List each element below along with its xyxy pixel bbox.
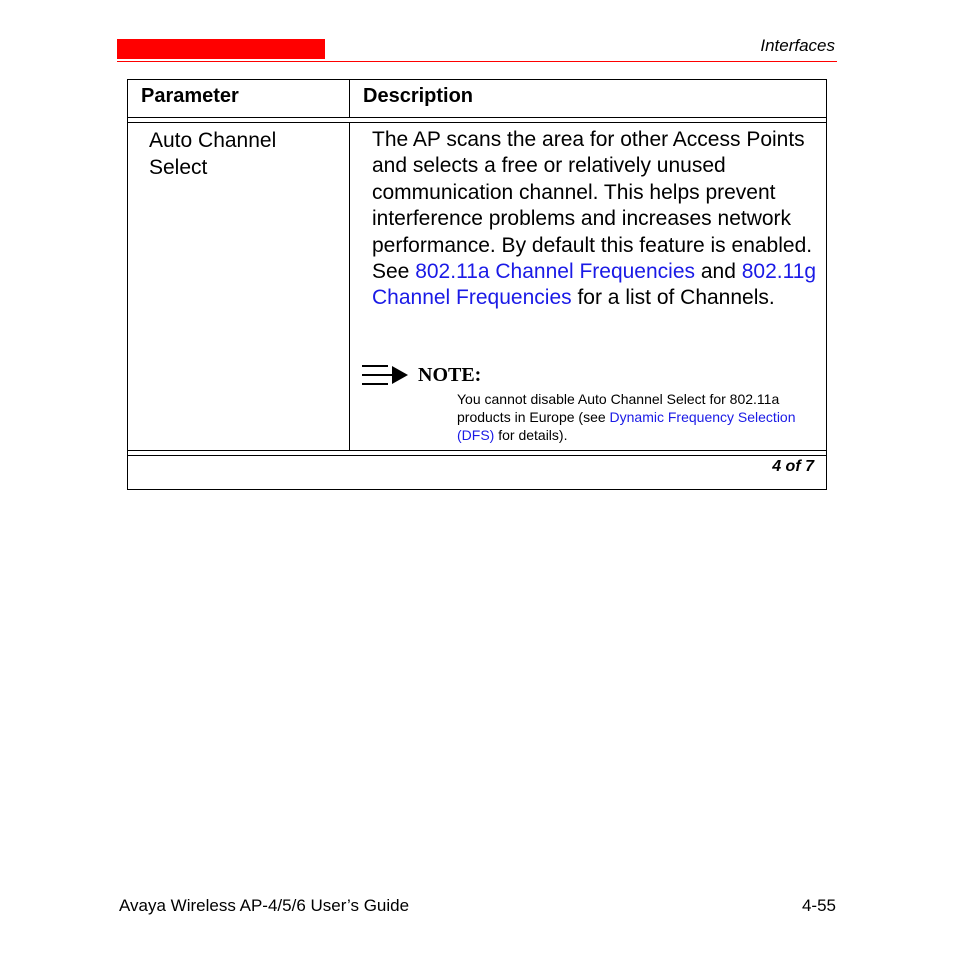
description-text-1: The AP scans the area for other Access Points and selects a free or relatively unused communication channel. This helps prevent interference problems and increases network performance. By default this feature is enabled. See (372, 128, 813, 284)
header-rule (117, 61, 837, 62)
parameter-name-line2: Select (149, 156, 208, 179)
note-text-1: You cannot disable Auto Channel Select for 802.11a products in Europe (see (457, 391, 780, 425)
description-cell (372, 127, 820, 312)
footer-guide-title: Avaya Wireless AP-4/5/6 User’s Guide (119, 896, 410, 915)
table-header-rule-2 (128, 122, 826, 123)
parameter-name-line1: Auto Channel (149, 129, 277, 152)
link-dynamic-frequency-selection[interactable]: Dynamic Frequency Selection (DFS) (457, 409, 796, 443)
note-arrow-icon (362, 363, 412, 387)
description-text-3: for a list of Channels. (571, 286, 775, 310)
section-title: Interfaces (760, 36, 835, 55)
link-80211g-channel-frequencies[interactable]: 802.11g Channel Frequencies (372, 260, 817, 310)
column-header-description: Description (363, 85, 474, 107)
note-text-2: for details). (494, 427, 568, 443)
column-divider-header (349, 80, 350, 117)
header-red-bar (117, 39, 325, 59)
table-header-rule-1 (128, 117, 826, 118)
footer-page-number: 4-55 (801, 896, 836, 915)
parameter-table (127, 79, 827, 490)
column-divider-body (349, 122, 350, 450)
link-80211a-channel-frequencies[interactable]: 802.11a Channel Frequencies (415, 260, 696, 284)
description-text-2: and (695, 260, 742, 284)
table-footer-rule-2 (128, 455, 826, 456)
table-footer-rule-1 (128, 450, 826, 451)
note-label: NOTE: (418, 364, 482, 386)
table-page-indicator: 4 of 7 (772, 458, 814, 475)
parameter-cell (149, 127, 276, 181)
note-text (457, 390, 819, 444)
column-header-parameter: Parameter (141, 85, 239, 107)
